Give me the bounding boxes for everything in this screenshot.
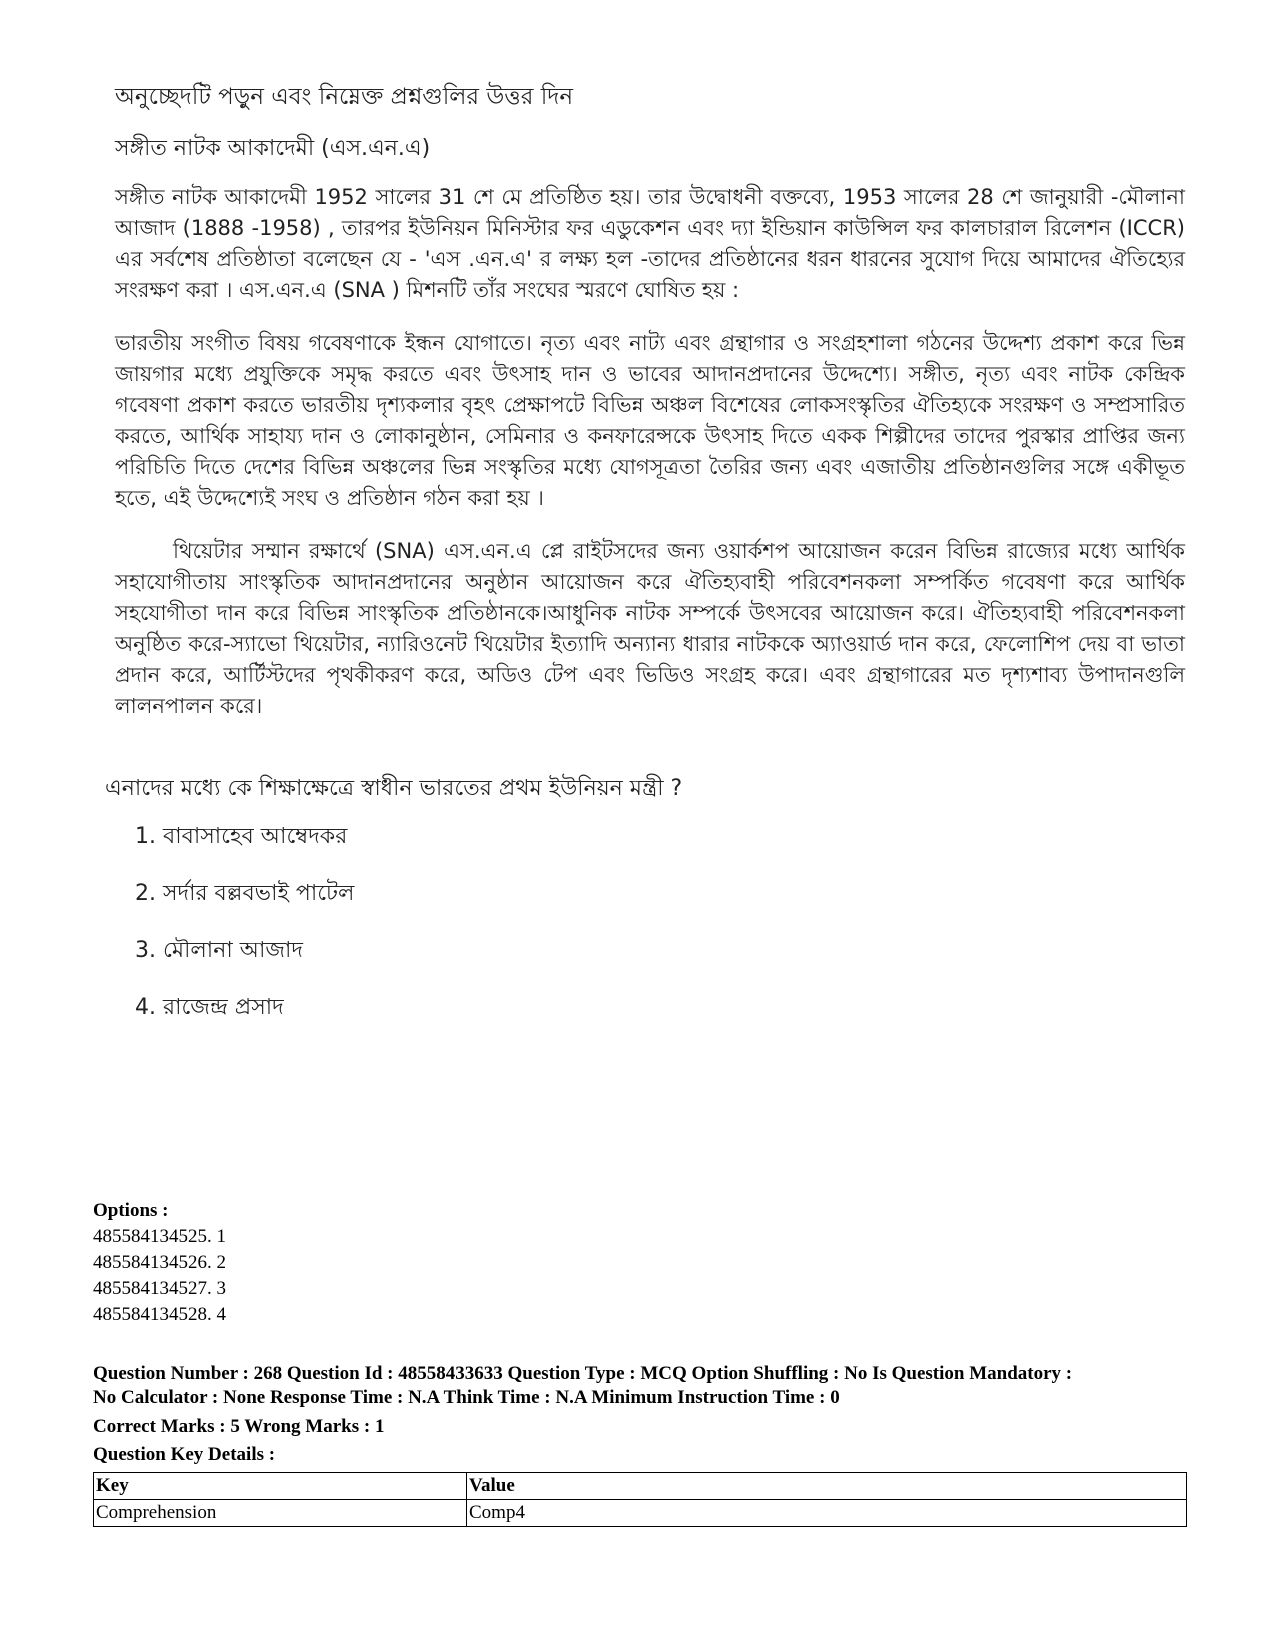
- option-id: 485584134528. 4: [93, 1304, 226, 1325]
- passage-paragraph: ভারতীয় সংগীত বিষয় গবেষণাকে ইন্ধন যোগাতে। নৃত্য এবং নাট্য এবং গ্রন্থাগার ও সংগ্রহশালা গঠনের উদ্দেশ্য প্রকাশ করে ভিন্ন জায়গার মধ্যে প্রযুক্তিকে সমৃদ্ধ করতে এবং উৎসাহ দান ও ভাবের আদানপ্রদানের উদ্দেশ্যে। সঙ্গীত, নৃত্য এবং নাটক কেন্দ্রিক গবেষণা প্রকাশ করতে ভারতীয় দৃশ্যকলার বৃহৎ প্রেক্ষাপটে বিভিন্ন অঞ্চল বিশেষের লোকসংস্কৃতির ঐতিহ্যকে সংরক্ষণ ও সম্প্রসারিত করতে, আর্থিক সাহায্য দান ও লোকানুষ্ঠান, সেমিনার ও কনফারেন্সকে উৎসাহ দিতে একক শিল্পীদের তাদের পুরস্কার প্রাপ্তির জন্য পরিচিতি দিতে দেশের বিভিন্ন অঞ্চলের ভিন্ন সংস্কৃতির মধ্যে যোগসূত্রতা তৈরির জন্য এবং এজাতীয় প্রতিষ্ঠানগুলির সঙ্গে একীভূত হতে, এই উদ্দেশ্যেই সংঘ ও প্রতিষ্ঠান গঠন করা হয় ।: [115, 331, 1185, 510]
- options-label: Options :: [93, 1200, 169, 1221]
- question-text: এনাদের মধ্যে কে শিক্ষাক্ষেত্রে স্বাধীন ভারতের প্রথম ইউনিয়ন মন্ত্রী ?: [105, 776, 683, 801]
- question-meta: [93, 1198, 1188, 1527]
- table-header-cell: Key: [94, 1473, 467, 1500]
- choice-item: 1. বাবাসাহেব আম্বেদকর: [135, 824, 348, 849]
- marks-info: Correct Marks : 5 Wrong Marks : 1: [93, 1416, 385, 1437]
- table-cell: Comp4: [467, 1500, 1187, 1527]
- choice-item: 4. রাজেন্দ্র প্রসাদ: [135, 995, 284, 1020]
- passage-title: সঙ্গীত নাটক আকাদেমী (এস.এন.এ): [115, 136, 431, 161]
- passage-instruction: অনুচ্ছেদটি পড়ুন এবং নিম্নেক্ত প্রশ্নগুলির উত্তর দিন: [115, 84, 574, 110]
- table-row: [94, 1500, 1187, 1527]
- question-info-line: No Calculator : None Response Time : N.A Think Time : N.A Minimum Instruction Time : 0: [93, 1387, 840, 1408]
- choice-item: 2. সর্দার বল্লবভাই পাটেল: [135, 881, 355, 906]
- key-details-table: [93, 1472, 1187, 1527]
- table-header-cell: Value: [467, 1473, 1187, 1500]
- question-info-line: Question Number : 268 Question Id : 48558433633 Question Type : MCQ Option Shuffling : No Is Question Mandatory :: [93, 1363, 1073, 1384]
- question-info: [93, 1362, 1188, 1410]
- option-id: 485584134525. 1: [93, 1226, 226, 1247]
- choice-list: [135, 820, 1185, 1048]
- passage-paragraph: থিয়েটার সম্মান রক্ষার্থে (SNA) এস.এন.এ প্লে রাইটসদের জন্য ওয়ার্কশপ আয়োজন করেন বিভিন্ন রাজ্যের মধ্যে আর্থিক সহাযোগীতায় সাংস্কৃতিক আদানপ্রদানের অনুষ্ঠান আয়োজন করে ঐতিহ্যবাহী পরিবেশনকলা সম্পর্কিত গবেষণা করে আর্থিক সহযোগীতা দান করে বিভিন্ন সাংস্কৃতিক প্রতিষ্ঠানকে।আধুনিক নাটক সম্পর্কে উৎসবের আয়োজন করে। ঐতিহ্যবাহী পরিবেশনকলা অনুষ্ঠিত করে-স্যাভো থিয়েটার, ন্যারিওনেট থিয়েটার ইত্যাদি অন্যান্য ধারার নাটককে অ্যাওয়ার্ড দান করে, ফেলোশিপ দেয় বা ভাতা প্রদান করে, আর্টিস্টদের পৃথকীকরণ করে, অডিও টেপ এবং ভিডিও সংগ্রহ করে। এবং গ্রন্থাগারের মত দৃশ্যশাব্য উপাদানগুলি লালনপালন করে।: [115, 539, 1185, 718]
- table-header-row: [94, 1473, 1187, 1500]
- passage-paragraph: সঙ্গীত নাটক আকাদেমী 1952 সালের 31 শে মে প্রতিষ্ঠিত হয়। তার উদ্বোধনী বক্তব্যে, 1953 সালের 28 শে জানুয়ারী -মৌলানা আজাদ (1888 -1958) , তারপর ইউনিয়ন মিনিস্টার ফর এডুকেশন এবং দ্যা ইন্ডিয়ান কাউন্সিল ফর কালচারাল রিলেশন (ICCR) এর সর্বশেষ প্রতিষ্ঠাতা বলেছেন যে - 'এস .এন.এ' র লক্ষ্য হল -তাদের প্রতিষ্ঠানের ধরন ধারনের সুযোগ দিয়ে আমাদের ঐতিহ্যের সংরক্ষণ করা । এস.এন.এ (SNA ) মিশনটি তাঁর সংঘের স্মরণে ঘোষিত হয় :: [115, 185, 1185, 302]
- choice-item: 3. মৌলানা আজাদ: [135, 938, 303, 963]
- option-id: 485584134526. 2: [93, 1252, 226, 1273]
- key-details-label: Question Key Details :: [93, 1444, 276, 1465]
- table-cell: Comprehension: [94, 1500, 467, 1527]
- option-id: 485584134527. 3: [93, 1278, 226, 1299]
- question-scan-image: [105, 80, 1185, 1048]
